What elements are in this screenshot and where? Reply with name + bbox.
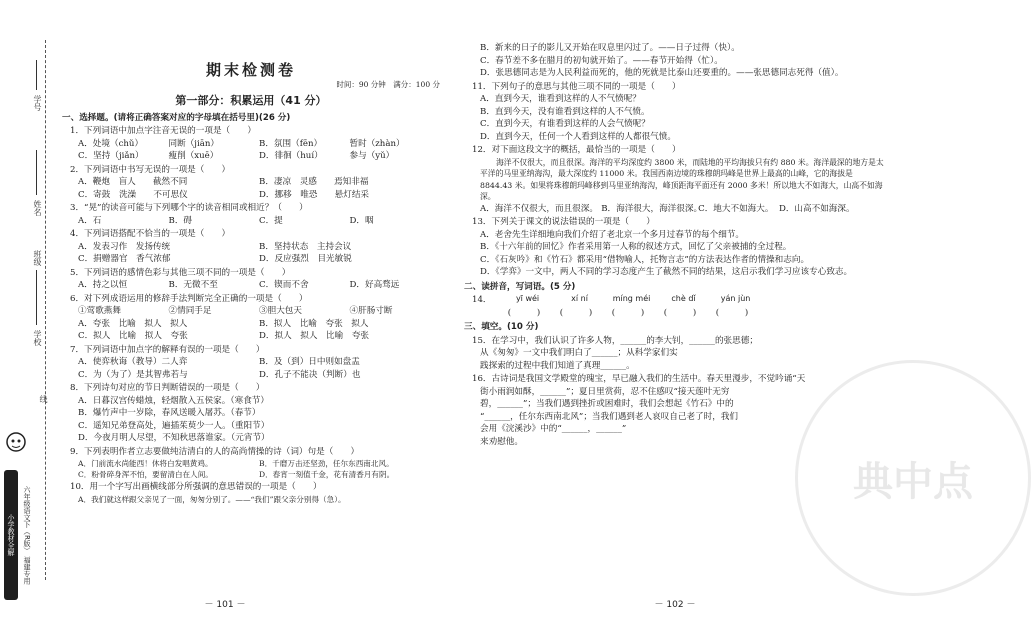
answer-blanks (504, 307, 884, 320)
answer-blank[interactable]: ( ) (507, 307, 541, 318)
question-6-options: A．夸张 比喻 拟人 拟人 B．拟人 比喻 夸张 拟人 C．拟人 比喻 拟人 夸张 D．拟人 拟人 比喻 夸张 (78, 318, 370, 341)
question-10-option-d: D．张思德同志是为人民利益而死的，他的死就是比泰山还要重的。——张思德同志死得（值）。 (480, 68, 844, 78)
field-line (36, 150, 37, 195)
exam-meta: 时间：90 分钟 满分：100 分 (336, 79, 440, 89)
pinyin-1: yī wéi (515, 294, 540, 303)
question-3-options: A．石 B．碍 C．提 D．咽 (78, 215, 374, 226)
question-5-options: A．持之以恒 B．无微不至 C．锲而不舍 D．好高骛远 (78, 280, 400, 290)
question-15-line-3: 践探索的过程中我们知道了真理______。 (480, 360, 635, 371)
answer-blank[interactable]: ( ) (559, 307, 593, 318)
field-line (36, 270, 37, 325)
question-14 (464, 293, 884, 307)
right-page (450, 0, 973, 620)
question-10-option-b: B．新来的日子的影儿又开始在叹息里闪过了。——日子过得（快）。 (480, 43, 740, 53)
question-13: 13．下列关于课文的说法错误的一项是（ ） (472, 217, 655, 227)
question-11-option-d: D．直到今天，任何一个人看到这样的人都很气愤。 (480, 131, 676, 142)
pinyin-3: míng méi (612, 294, 651, 303)
exam-title: 期末检测卷 (205, 61, 296, 79)
question-7-options: A．使弈秋诲（教导）二人弈 B．及（到）日中则如盘盂 C．为（为了）是其智弗若与 D．孔子不能决（判断）也 (78, 357, 361, 380)
answer-blank[interactable]: ( ) (663, 307, 697, 318)
page-number-left: － 101 － (204, 600, 246, 610)
label-name: 姓名 (33, 200, 42, 216)
field-line (36, 60, 37, 90)
left-content (62, 46, 440, 505)
part-heading: 第一部分：积累运用（41 分） (175, 94, 327, 107)
question-12-passage: 海洋不仅很大，而且很深。海洋的平均深度约 3800 米，而陆地的平均海拔只有约 880 米。海洋最深的地方是太平洋的马里亚纳海沟，最大深度约 11000 米。我国西南边境的珠穆朗玛峰是世界上最高的山峰，它的海拔是 8844.43 米。如果将珠穆朗玛峰移到马里亚纳海沟，峰顶距海平面还有 2000 多米！所以地大不如海大，山高不如海深。 (480, 157, 884, 201)
question-1: 1．下列词语中加点字注音无误的一项是（ ） (70, 126, 256, 136)
left-page (0, 0, 450, 620)
question-11: 11．下列句子的意思与其他三项不同的一项是（ ） (472, 81, 681, 92)
question-7: 7．下列词语中加点字的解释有误的一项是（ ） (70, 344, 265, 355)
question-13-option-d: D．《学弈》一文中，两人不同的学习态度产生了截然不同的结果，这启示我们学习应该专心致志。 (480, 267, 853, 277)
label-school: 学校 (33, 330, 42, 346)
edition-label: 福建专用 (23, 556, 31, 585)
section-heading-2: 二、读拼音，写词语。(5 分) (464, 281, 576, 292)
question-6-items: ①莺歌燕舞 ②情同手足 ③胆大包天 ④肝肠寸断 (78, 306, 393, 316)
question-14-number: 14． (472, 295, 492, 305)
question-10-option-a: A．我们就这样跟父亲见了一面，匆匆分别了。——“我们”跟父亲分别得（急）。 (78, 494, 346, 504)
watermark: 典中点 (795, 360, 1031, 596)
question-11-option-b: B．直到今天，没有谁看到这样的人不气愤。 (480, 106, 650, 117)
question-8-option-c: C．遥知兄弟登高处，遍插茱萸少一人。（重阳节） (78, 420, 270, 431)
question-12-options: A．海洋不仅很大，而且很深。 B．海洋很大，海洋很深。 C．地大不如海大。 D．山高不如海深。 (480, 203, 855, 214)
binding-strip (0, 0, 58, 620)
question-12: 12．对下面这段文字的概括，最恰当的一项是（ ） (472, 145, 681, 155)
pinyin-5: yán jùn (720, 294, 751, 303)
question-4: 4．下列词语搭配不恰当的一项是（ ） (70, 229, 231, 239)
question-11-option-c: C．直到今天，有谁看到这样的人会气愤呢？ (480, 119, 650, 129)
question-10-option-c: C．春节差不多在腊月的初旬就开始了。——春节开始得（忙）。 (480, 55, 723, 66)
question-13-option-b: B．《十六年前的回忆》作者采用第一人称的叙述方式，回忆了父亲被捕的全过程。 (480, 242, 792, 252)
question-13-option-a: A．老舍先生详细地向我们介绍了老北京一个多月过春节的每个细节。 (480, 229, 745, 240)
question-3: 3．“晃”的读音可能与下列哪个字的读音相同或相近？（ ） (70, 203, 308, 213)
pinyin-4: chè dǐ (671, 294, 696, 303)
question-16-line-4: “______，任尔东西南北风”；当我们遇到老人哀叹自己老了时，我们 (480, 411, 739, 422)
mascot-icon (4, 430, 28, 460)
section-heading: 一、选择题。(请将正确答案对应的字母填在括号里)(26 分) (62, 112, 291, 123)
question-11-option-a: A．直到今天，谁看到这样的人不气愤呢？ (480, 94, 641, 104)
question-1-options: A．处境（chǔ） 同断（jiān） B．氛围（fēn） 暂时（zhàn） C．坚持（jiǎn） 瘦削（xuē） D．徘徊（huí） 参与（yǔ） (78, 138, 405, 161)
question-8-option-d: D．今夜月明人尽望，不知秋思落谁家。（元宵节） (78, 433, 270, 443)
question-6: 6．对下列成语运用的修辞手法判断完全正确的一项是（ ） (70, 293, 308, 304)
question-2: 2．下列词语中书写无误的一项是（ ） (70, 164, 231, 175)
pinyin-2: xí ní (571, 294, 588, 303)
question-4-options: A．发表习作 发扬传统 B．坚持状态 主持会议 C．捐赠器官 香气浓郁 D．反应强烈 目光敏锐 (78, 241, 352, 264)
answer-blank[interactable]: ( ) (611, 307, 645, 318)
page-number-right: － 102 － (654, 600, 696, 610)
question-9-options: A．门前流水尚能西！休将白发唱黄鸡。 B．千磨万击还坚劲，任尔东西南北风。 C．粉骨碎身浑不怕，要留清白在人间。 D．春宵一刻值千金，花有清香月有阴。 (78, 459, 395, 479)
right-content (464, 42, 884, 448)
question-16-line-1: 16．古诗词是我国文学殿堂的瑰宝，早已融入我们的生活中。春天里漫步，不觉吟诵“天 (472, 374, 806, 384)
answer-blank[interactable]: ( ) (715, 307, 749, 318)
pinyin-row (508, 293, 756, 307)
cut-line (45, 40, 46, 580)
brand-badge: 小学教材全解 (4, 470, 18, 600)
question-8: 8．下列诗句对应的节日判断错误的一项是（ ） (70, 383, 265, 393)
grade-label: 六年级语文下（R版） 福建专用 (23, 485, 31, 585)
label-class: 班级 (33, 250, 42, 266)
section-heading-3: 三、填空。(10 分) (464, 322, 539, 332)
question-16-line-2: 街小雨润如酥，______”；夏日里赏荷，忍不住感叹“接天莲叶无穷 (480, 386, 730, 397)
question-8-option-a: A．日暮汉宫传蜡烛，轻烟散入五侯家。（寒食节） (78, 395, 269, 406)
question-13-option-c: C．《石灰吟》和《竹石》都采用“借物喻人，托物言志”的方法表达作者的情操和志向。 (480, 254, 810, 265)
question-15-line-1: 15．在学习中，我们认识了许多人物，______的李大钊，______的张思德； (472, 335, 758, 346)
question-10: 10．用一个字写出画横线部分所强调的意思错误的一项是（ ） (70, 482, 322, 492)
label-student-number: 学号 (33, 95, 42, 111)
question-5: 5．下列词语的感情色彩与其他三项不同的一项是（ ） (70, 267, 291, 278)
question-16-line-5: 会用《浣溪沙》中的“______，______” (480, 424, 627, 434)
question-15-line-2: 从《匆匆》一文中我们明白了______；从科学家们实 (480, 348, 678, 358)
question-2-options: A．鞭炮 盲人 截然不同 B．凄凉 灵感 焉知非福 C．寄鼓 洗澡 不可思仪 D．挪移 唯恐 悬灯结采 (78, 177, 370, 200)
question-16-line-3: 碧，______”；当我们遇到挫折或困难时，我们会想起《竹石》中的 (480, 399, 734, 409)
seal-line-label: 线 (39, 395, 48, 403)
question-8-option-b: B．爆竹声中一岁除，春风送暖入屠苏。（春节） (78, 408, 261, 418)
question-9: 9．下列表明作者立志要做纯洁清白的人的高尚情操的诗（词）句是（ ） (70, 446, 360, 457)
question-16-line-6: 来劝慰他。 (480, 436, 523, 447)
